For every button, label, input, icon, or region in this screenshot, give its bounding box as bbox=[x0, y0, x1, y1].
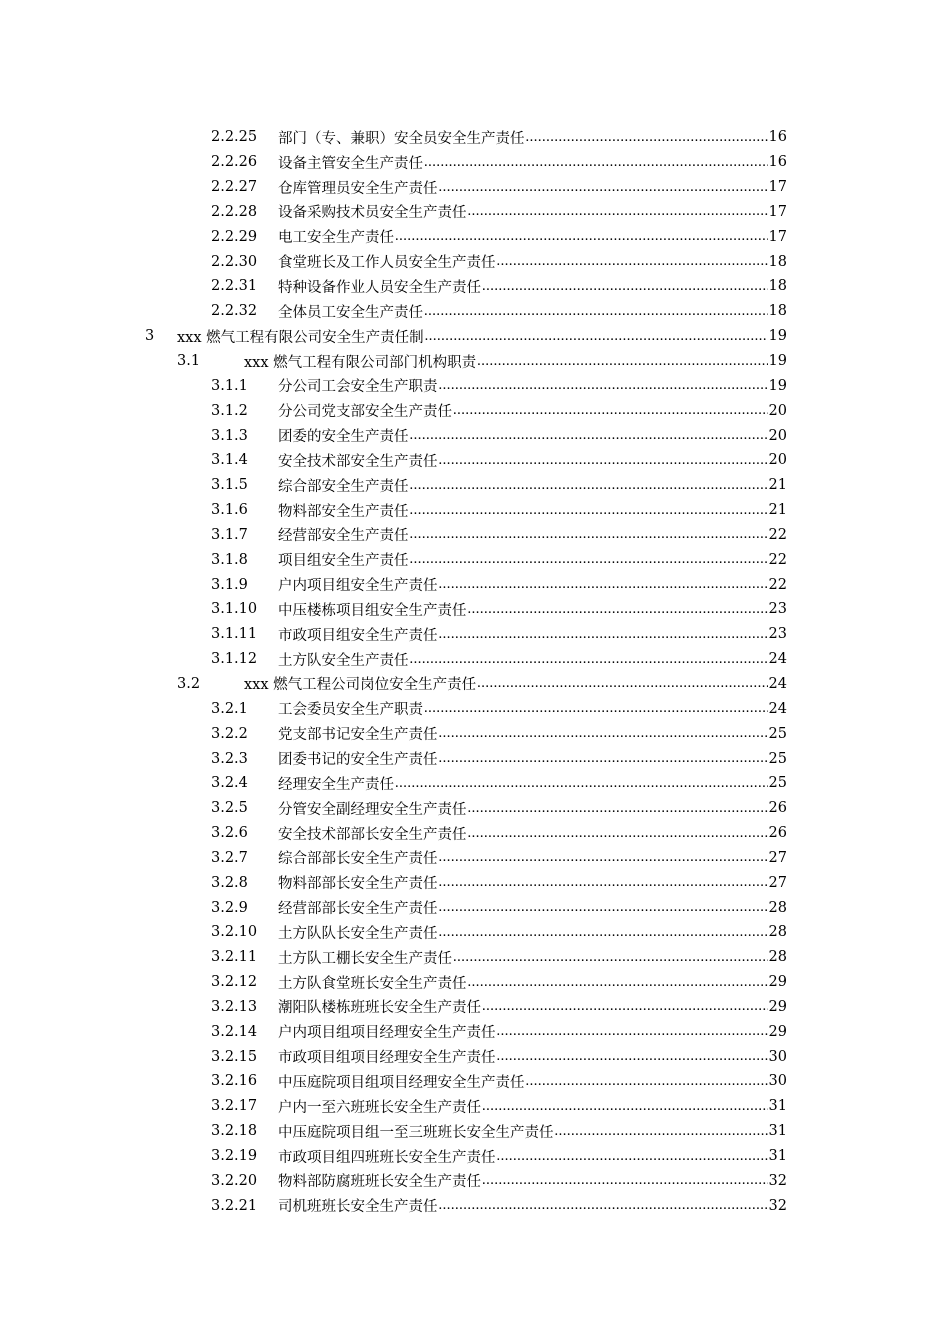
toc-entry-title-line bbox=[278, 475, 787, 496]
toc-entry-title: 市政项目组项目经理安全生产责任 bbox=[278, 1050, 496, 1067]
toc-entry[interactable] bbox=[0, 448, 950, 473]
toc-dot-leader bbox=[555, 1123, 768, 1140]
toc-entry-number: 3.2.8 bbox=[211, 874, 248, 891]
toc-entry-title: 分公司党支部安全生产责任 bbox=[278, 404, 452, 421]
toc-entry-page: 29 bbox=[768, 998, 787, 1015]
toc-entry-page: 24 bbox=[768, 700, 787, 717]
toc-entry-page: 26 bbox=[768, 800, 787, 817]
toc-entry-title-line bbox=[278, 1021, 787, 1042]
table-of-contents bbox=[0, 125, 950, 1218]
toc-entry-title-line bbox=[278, 276, 787, 297]
toc-entry-title: 户内项目组项目经理安全生产责任 bbox=[278, 1025, 496, 1042]
toc-entry-title: 设备采购技术员安全生产责任 bbox=[278, 205, 467, 222]
toc-entry-title-line bbox=[278, 549, 787, 570]
toc-entry-title-line bbox=[278, 599, 787, 620]
toc-entry-page: 32 bbox=[768, 1172, 787, 1189]
toc-entry-title: 项目组安全生产责任 bbox=[278, 553, 409, 570]
toc-entry-page: 27 bbox=[768, 849, 787, 866]
toc-entry-number: 3.1.7 bbox=[211, 526, 248, 543]
toc-entry-title: 设备主管安全生产责任 bbox=[278, 155, 423, 172]
toc-entry-title: 团委书记的安全生产责任 bbox=[278, 752, 438, 769]
toc-entry-number: 3.1.4 bbox=[211, 452, 248, 469]
toc-dot-leader bbox=[439, 899, 768, 916]
toc-entry-number: 3.1.6 bbox=[211, 502, 248, 519]
toc-entry-title: 中压庭院项目组项目经理安全生产责任 bbox=[278, 1074, 525, 1091]
toc-entry-title: 综合部部长安全生产责任 bbox=[278, 851, 438, 868]
toc-dot-leader bbox=[477, 353, 767, 370]
toc-entry[interactable] bbox=[0, 821, 950, 846]
toc-entry-number: 3.1.2 bbox=[211, 402, 248, 419]
toc-entry[interactable] bbox=[0, 746, 950, 771]
toc-entry[interactable] bbox=[0, 945, 950, 970]
toc-dot-leader bbox=[410, 427, 768, 444]
toc-dot-leader bbox=[468, 601, 768, 618]
toc-entry-title: 团委的安全生产责任 bbox=[278, 429, 409, 446]
toc-entry-page: 18 bbox=[768, 278, 787, 295]
toc-entry[interactable] bbox=[0, 696, 950, 721]
toc-entry[interactable] bbox=[0, 672, 950, 697]
toc-entry-page: 16 bbox=[768, 129, 787, 146]
toc-entry[interactable] bbox=[0, 423, 950, 448]
toc-dot-leader bbox=[468, 800, 768, 817]
toc-entry-number: 3.2.1 bbox=[211, 700, 248, 717]
toc-entry[interactable] bbox=[0, 324, 950, 349]
toc-entry[interactable] bbox=[0, 1044, 950, 1069]
toc-entry-title-line bbox=[278, 201, 787, 222]
toc-entry[interactable] bbox=[0, 498, 950, 523]
toc-dot-leader bbox=[424, 700, 768, 717]
toc-entry-number: 3.2.18 bbox=[211, 1123, 258, 1140]
toc-entry-number: 3.2.17 bbox=[211, 1098, 258, 1115]
toc-dot-leader bbox=[410, 551, 768, 568]
toc-entry-title-line bbox=[278, 1195, 787, 1216]
toc-entry-page: 28 bbox=[768, 924, 787, 941]
toc-entry-title: 食堂班长及工作人员安全生产责任 bbox=[278, 255, 496, 272]
toc-entry-number: 3.2.3 bbox=[211, 750, 248, 767]
toc-entry-title-line bbox=[278, 649, 787, 670]
toc-entry-page: 17 bbox=[768, 179, 787, 196]
toc-entry-title-line bbox=[278, 375, 787, 396]
toc-dot-leader bbox=[439, 626, 768, 643]
toc-entry-page: 28 bbox=[768, 949, 787, 966]
toc-entry[interactable] bbox=[0, 845, 950, 870]
toc-entry-title: xxx 燃气工程有限公司部门机构职责 bbox=[244, 354, 477, 371]
toc-entry-title: 仓库管理员安全生产责任 bbox=[278, 180, 438, 197]
toc-entry-page: 32 bbox=[768, 1197, 787, 1214]
toc-entry-number: 2.2.25 bbox=[211, 129, 258, 146]
toc-entry-page: 22 bbox=[768, 551, 787, 568]
toc-entry-page: 30 bbox=[768, 1048, 787, 1065]
toc-entry[interactable] bbox=[0, 796, 950, 821]
toc-entry[interactable] bbox=[0, 870, 950, 895]
toc-entry-title-line bbox=[278, 723, 787, 744]
toc-dot-leader bbox=[410, 651, 768, 668]
toc-entry-title-line bbox=[278, 1071, 787, 1092]
toc-entry-title: 土方队工棚长安全生产责任 bbox=[278, 950, 452, 967]
toc-entry-number: 3.1.11 bbox=[211, 626, 258, 643]
toc-entry-title: 分公司工会安全生产职责 bbox=[278, 379, 438, 396]
toc-entry-page: 17 bbox=[768, 228, 787, 245]
toc-dot-leader bbox=[497, 1148, 768, 1165]
toc-dot-leader bbox=[453, 402, 768, 419]
toc-dot-leader bbox=[425, 328, 768, 345]
toc-dot-leader bbox=[482, 1172, 768, 1189]
toc-entry-title: 经营部部长安全生产责任 bbox=[278, 901, 438, 918]
toc-entry-page: 16 bbox=[768, 154, 787, 171]
toc-entry-number: 3.2 bbox=[177, 675, 201, 692]
toc-entry-title: 部门（专、兼职）安全员安全生产责任 bbox=[278, 130, 525, 147]
toc-entry-title-line bbox=[278, 226, 787, 247]
toc-entry-title: 司机班班长安全生产责任 bbox=[278, 1199, 438, 1216]
toc-entry-title: 土方队安全生产责任 bbox=[278, 652, 409, 669]
toc-entry-title: 潮阳队楼栋班班长安全生产责任 bbox=[278, 1000, 481, 1017]
toc-dot-leader bbox=[439, 452, 768, 469]
toc-entry-number: 3.2.20 bbox=[211, 1172, 258, 1189]
toc-dot-leader bbox=[395, 775, 768, 792]
toc-entry-title-line bbox=[278, 400, 787, 421]
toc-entry-page: 20 bbox=[768, 427, 787, 444]
toc-entry[interactable] bbox=[0, 1144, 950, 1169]
toc-dot-leader bbox=[482, 998, 768, 1015]
toc-entry-page: 19 bbox=[768, 353, 787, 370]
toc-dot-leader bbox=[439, 924, 768, 941]
toc-entry[interactable] bbox=[0, 299, 950, 324]
toc-entry[interactable] bbox=[0, 523, 950, 548]
toc-entry-title-line bbox=[278, 524, 787, 545]
toc-dot-leader bbox=[439, 179, 768, 196]
toc-entry[interactable] bbox=[0, 175, 950, 200]
toc-dot-leader bbox=[468, 825, 768, 842]
toc-entry-title: 经营部安全生产责任 bbox=[278, 528, 409, 545]
toc-entry-title: 经理安全生产责任 bbox=[278, 776, 394, 793]
toc-dot-leader bbox=[410, 502, 768, 519]
toc-entry[interactable] bbox=[0, 1168, 950, 1193]
toc-entry-number: 3.1.10 bbox=[211, 601, 258, 618]
toc-entry-page: 30 bbox=[768, 1073, 787, 1090]
toc-entry-title: 全体员工安全生产责任 bbox=[278, 304, 423, 321]
toc-entry-title-line bbox=[177, 326, 787, 347]
toc-entry-number: 3.2.13 bbox=[211, 998, 258, 1015]
toc-entry-title-line bbox=[278, 251, 787, 272]
toc-entry-page: 21 bbox=[768, 477, 787, 494]
toc-dot-leader bbox=[439, 849, 768, 866]
toc-entry[interactable] bbox=[0, 249, 950, 274]
toc-entry-title: 党支部书记安全生产责任 bbox=[278, 727, 438, 744]
toc-entry-number: 3.2.9 bbox=[211, 899, 248, 916]
toc-entry-title-line bbox=[278, 152, 787, 173]
toc-entry-title-line bbox=[278, 947, 787, 968]
toc-entry-page: 31 bbox=[768, 1098, 787, 1115]
toc-entry-title-line bbox=[278, 301, 787, 322]
toc-entry-title-line bbox=[278, 996, 787, 1017]
toc-entry[interactable] bbox=[0, 1193, 950, 1218]
toc-entry-page: 23 bbox=[768, 601, 787, 618]
toc-entry[interactable] bbox=[0, 224, 950, 249]
toc-entry-title: 物料部部长安全生产责任 bbox=[278, 876, 438, 893]
toc-entry-title-line bbox=[278, 972, 787, 993]
toc-entry-number: 2.2.29 bbox=[211, 228, 258, 245]
toc-entry-page: 21 bbox=[768, 502, 787, 519]
toc-entry[interactable] bbox=[0, 200, 950, 225]
toc-entry-page: 20 bbox=[768, 402, 787, 419]
toc-entry-title: 综合部安全生产责任 bbox=[278, 478, 409, 495]
toc-entry[interactable] bbox=[0, 771, 950, 796]
toc-entry-title-line bbox=[278, 1121, 787, 1142]
toc-entry-title-line bbox=[278, 698, 787, 719]
toc-entry-number: 3.2.21 bbox=[211, 1197, 258, 1214]
toc-dot-leader bbox=[468, 203, 768, 220]
toc-entry-title-line bbox=[278, 798, 787, 819]
toc-entry-title-line bbox=[278, 872, 787, 893]
toc-dot-leader bbox=[410, 526, 768, 543]
toc-entry[interactable] bbox=[0, 721, 950, 746]
toc-dot-leader bbox=[424, 154, 768, 171]
toc-dot-leader bbox=[482, 278, 768, 295]
toc-entry[interactable] bbox=[0, 895, 950, 920]
toc-entry[interactable] bbox=[0, 647, 950, 672]
toc-entry-page: 31 bbox=[768, 1123, 787, 1140]
toc-entry[interactable] bbox=[0, 125, 950, 150]
toc-entry-title-line bbox=[278, 1146, 787, 1167]
toc-entry-number: 3.2.6 bbox=[211, 825, 248, 842]
toc-entry-number: 3.1.9 bbox=[211, 576, 248, 593]
toc-dot-leader bbox=[439, 725, 768, 742]
toc-entry-title-line bbox=[278, 127, 787, 148]
toc-entry-title: 户内一至六班班长安全生产责任 bbox=[278, 1099, 481, 1116]
toc-entry[interactable] bbox=[0, 970, 950, 995]
toc-entry-title: 土方队食堂班长安全生产责任 bbox=[278, 975, 467, 992]
toc-entry-number: 3.1.3 bbox=[211, 427, 248, 444]
toc-entry-title-line bbox=[278, 425, 787, 446]
toc-entry-number: 2.2.31 bbox=[211, 278, 258, 295]
toc-entry-title-line bbox=[278, 823, 787, 844]
toc-entry-number: 3.2.2 bbox=[211, 725, 248, 742]
toc-entry-page: 18 bbox=[768, 303, 787, 320]
toc-entry-page: 28 bbox=[768, 899, 787, 916]
toc-entry-number: 3.2.12 bbox=[211, 974, 258, 991]
toc-entry[interactable] bbox=[0, 373, 950, 398]
toc-entry-number: 3 bbox=[145, 328, 155, 345]
toc-entry-title-line bbox=[278, 574, 787, 595]
toc-entry-page: 22 bbox=[768, 576, 787, 593]
toc-entry-title-line bbox=[278, 1170, 787, 1191]
toc-entry-title: 中压庭院项目组一至三班班长安全生产责任 bbox=[278, 1124, 554, 1141]
toc-entry-title: 户内项目组安全生产责任 bbox=[278, 578, 438, 595]
toc-entry-number: 3.1.8 bbox=[211, 551, 248, 568]
toc-entry-title-line bbox=[278, 1046, 787, 1067]
toc-entry-number: 2.2.27 bbox=[211, 179, 258, 196]
toc-entry-page: 25 bbox=[768, 775, 787, 792]
toc-entry-number: 3.1.1 bbox=[211, 377, 248, 394]
toc-entry-page: 29 bbox=[768, 974, 787, 991]
toc-entry-title: 安全技术部安全生产责任 bbox=[278, 453, 438, 470]
toc-entry[interactable] bbox=[0, 150, 950, 175]
toc-entry[interactable] bbox=[0, 1069, 950, 1094]
toc-entry-number: 2.2.28 bbox=[211, 203, 258, 220]
toc-entry-title: 特种设备作业人员安全生产责任 bbox=[278, 279, 481, 296]
toc-entry-title: 物料部安全生产责任 bbox=[278, 503, 409, 520]
toc-entry-number: 3.2.7 bbox=[211, 849, 248, 866]
toc-entry-number: 2.2.30 bbox=[211, 253, 258, 270]
toc-entry-title-line bbox=[244, 351, 787, 372]
toc-entry-number: 3.1.5 bbox=[211, 477, 248, 494]
toc-entry-page: 29 bbox=[768, 1023, 787, 1040]
toc-entry-title-line bbox=[278, 748, 787, 769]
toc-dot-leader bbox=[439, 874, 768, 891]
toc-entry-title: 土方队队长安全生产责任 bbox=[278, 925, 438, 942]
toc-dot-leader bbox=[477, 675, 767, 692]
toc-entry-page: 20 bbox=[768, 452, 787, 469]
toc-entry-title: 安全技术部部长安全生产责任 bbox=[278, 826, 467, 843]
toc-dot-leader bbox=[453, 949, 768, 966]
toc-dot-leader bbox=[439, 377, 768, 394]
toc-entry-title: 市政项目组四班班长安全生产责任 bbox=[278, 1149, 496, 1166]
toc-entry-title-line bbox=[278, 773, 787, 794]
toc-entry-title: 电工安全生产责任 bbox=[278, 230, 394, 247]
toc-entry[interactable] bbox=[0, 622, 950, 647]
toc-entry[interactable] bbox=[0, 473, 950, 498]
toc-entry-page: 25 bbox=[768, 750, 787, 767]
toc-entry-title-line bbox=[278, 624, 787, 645]
toc-entry-title-line bbox=[278, 922, 787, 943]
toc-entry-title: 物料部防腐班班长安全生产责任 bbox=[278, 1174, 481, 1191]
toc-entry-title: 市政项目组安全生产责任 bbox=[278, 627, 438, 644]
toc-entry-page: 19 bbox=[768, 377, 787, 394]
toc-entry-page: 24 bbox=[768, 675, 787, 692]
toc-entry-number: 3.2.19 bbox=[211, 1148, 258, 1165]
toc-entry-number: 3.2.16 bbox=[211, 1073, 258, 1090]
toc-entry-title-line bbox=[278, 1096, 787, 1117]
toc-entry-page: 31 bbox=[768, 1148, 787, 1165]
toc-entry-page: 25 bbox=[768, 725, 787, 742]
toc-entry-page: 27 bbox=[768, 874, 787, 891]
toc-dot-leader bbox=[410, 477, 768, 494]
toc-entry-page: 22 bbox=[768, 526, 787, 543]
toc-entry-page: 23 bbox=[768, 626, 787, 643]
toc-entry[interactable] bbox=[0, 1094, 950, 1119]
toc-entry-number: 2.2.32 bbox=[211, 303, 258, 320]
toc-entry-number: 3.2.14 bbox=[211, 1023, 258, 1040]
toc-entry-title-line bbox=[278, 897, 787, 918]
toc-entry-page: 17 bbox=[768, 203, 787, 220]
toc-entry-page: 19 bbox=[768, 328, 787, 345]
toc-entry[interactable] bbox=[0, 995, 950, 1020]
toc-entry-number: 3.2.11 bbox=[211, 949, 258, 966]
toc-dot-leader bbox=[526, 129, 768, 146]
toc-entry[interactable] bbox=[0, 597, 950, 622]
toc-entry-page: 26 bbox=[768, 825, 787, 842]
toc-entry-number: 3.2.10 bbox=[211, 924, 258, 941]
toc-entry[interactable] bbox=[0, 274, 950, 299]
toc-dot-leader bbox=[439, 1197, 768, 1214]
toc-entry-title-line bbox=[278, 847, 787, 868]
toc-entry-title-line bbox=[278, 500, 787, 521]
toc-dot-leader bbox=[497, 1048, 768, 1065]
toc-entry-page: 24 bbox=[768, 651, 787, 668]
toc-dot-leader bbox=[468, 974, 768, 991]
toc-entry[interactable] bbox=[0, 1019, 950, 1044]
toc-dot-leader bbox=[439, 576, 768, 593]
toc-entry-number: 3.2.5 bbox=[211, 800, 248, 817]
toc-entry-number: 3.2.15 bbox=[211, 1048, 258, 1065]
toc-entry-title: 分管安全副经理安全生产责任 bbox=[278, 801, 467, 818]
toc-dot-leader bbox=[424, 303, 768, 320]
toc-entry[interactable] bbox=[0, 572, 950, 597]
toc-entry-title: xxx 燃气工程有限公司安全生产责任制 bbox=[177, 329, 424, 346]
toc-dot-leader bbox=[497, 253, 768, 270]
toc-entry-number: 3.2.4 bbox=[211, 775, 248, 792]
toc-entry-title-line bbox=[278, 177, 787, 198]
toc-dot-leader bbox=[482, 1098, 768, 1115]
toc-entry-title: xxx 燃气工程公司岗位安全生产责任 bbox=[244, 677, 477, 694]
toc-entry-page: 18 bbox=[768, 253, 787, 270]
toc-entry-number: 2.2.26 bbox=[211, 154, 258, 171]
toc-entry[interactable] bbox=[0, 398, 950, 423]
toc-dot-leader bbox=[395, 228, 768, 245]
toc-entry[interactable] bbox=[0, 920, 950, 945]
toc-entry-number: 3.1.12 bbox=[211, 651, 258, 668]
toc-entry-title: 工会委员安全生产职责 bbox=[278, 702, 423, 719]
toc-entry-title-line bbox=[244, 673, 787, 694]
toc-entry-title: 中压楼栋项目组安全生产责任 bbox=[278, 602, 467, 619]
toc-entry-title-line bbox=[278, 450, 787, 471]
toc-dot-leader bbox=[526, 1073, 768, 1090]
toc-entry-number: 3.1 bbox=[177, 353, 201, 370]
toc-entry[interactable] bbox=[0, 349, 950, 374]
toc-entry[interactable] bbox=[0, 547, 950, 572]
toc-dot-leader bbox=[497, 1023, 768, 1040]
toc-entry[interactable] bbox=[0, 1119, 950, 1144]
toc-dot-leader bbox=[439, 750, 768, 767]
